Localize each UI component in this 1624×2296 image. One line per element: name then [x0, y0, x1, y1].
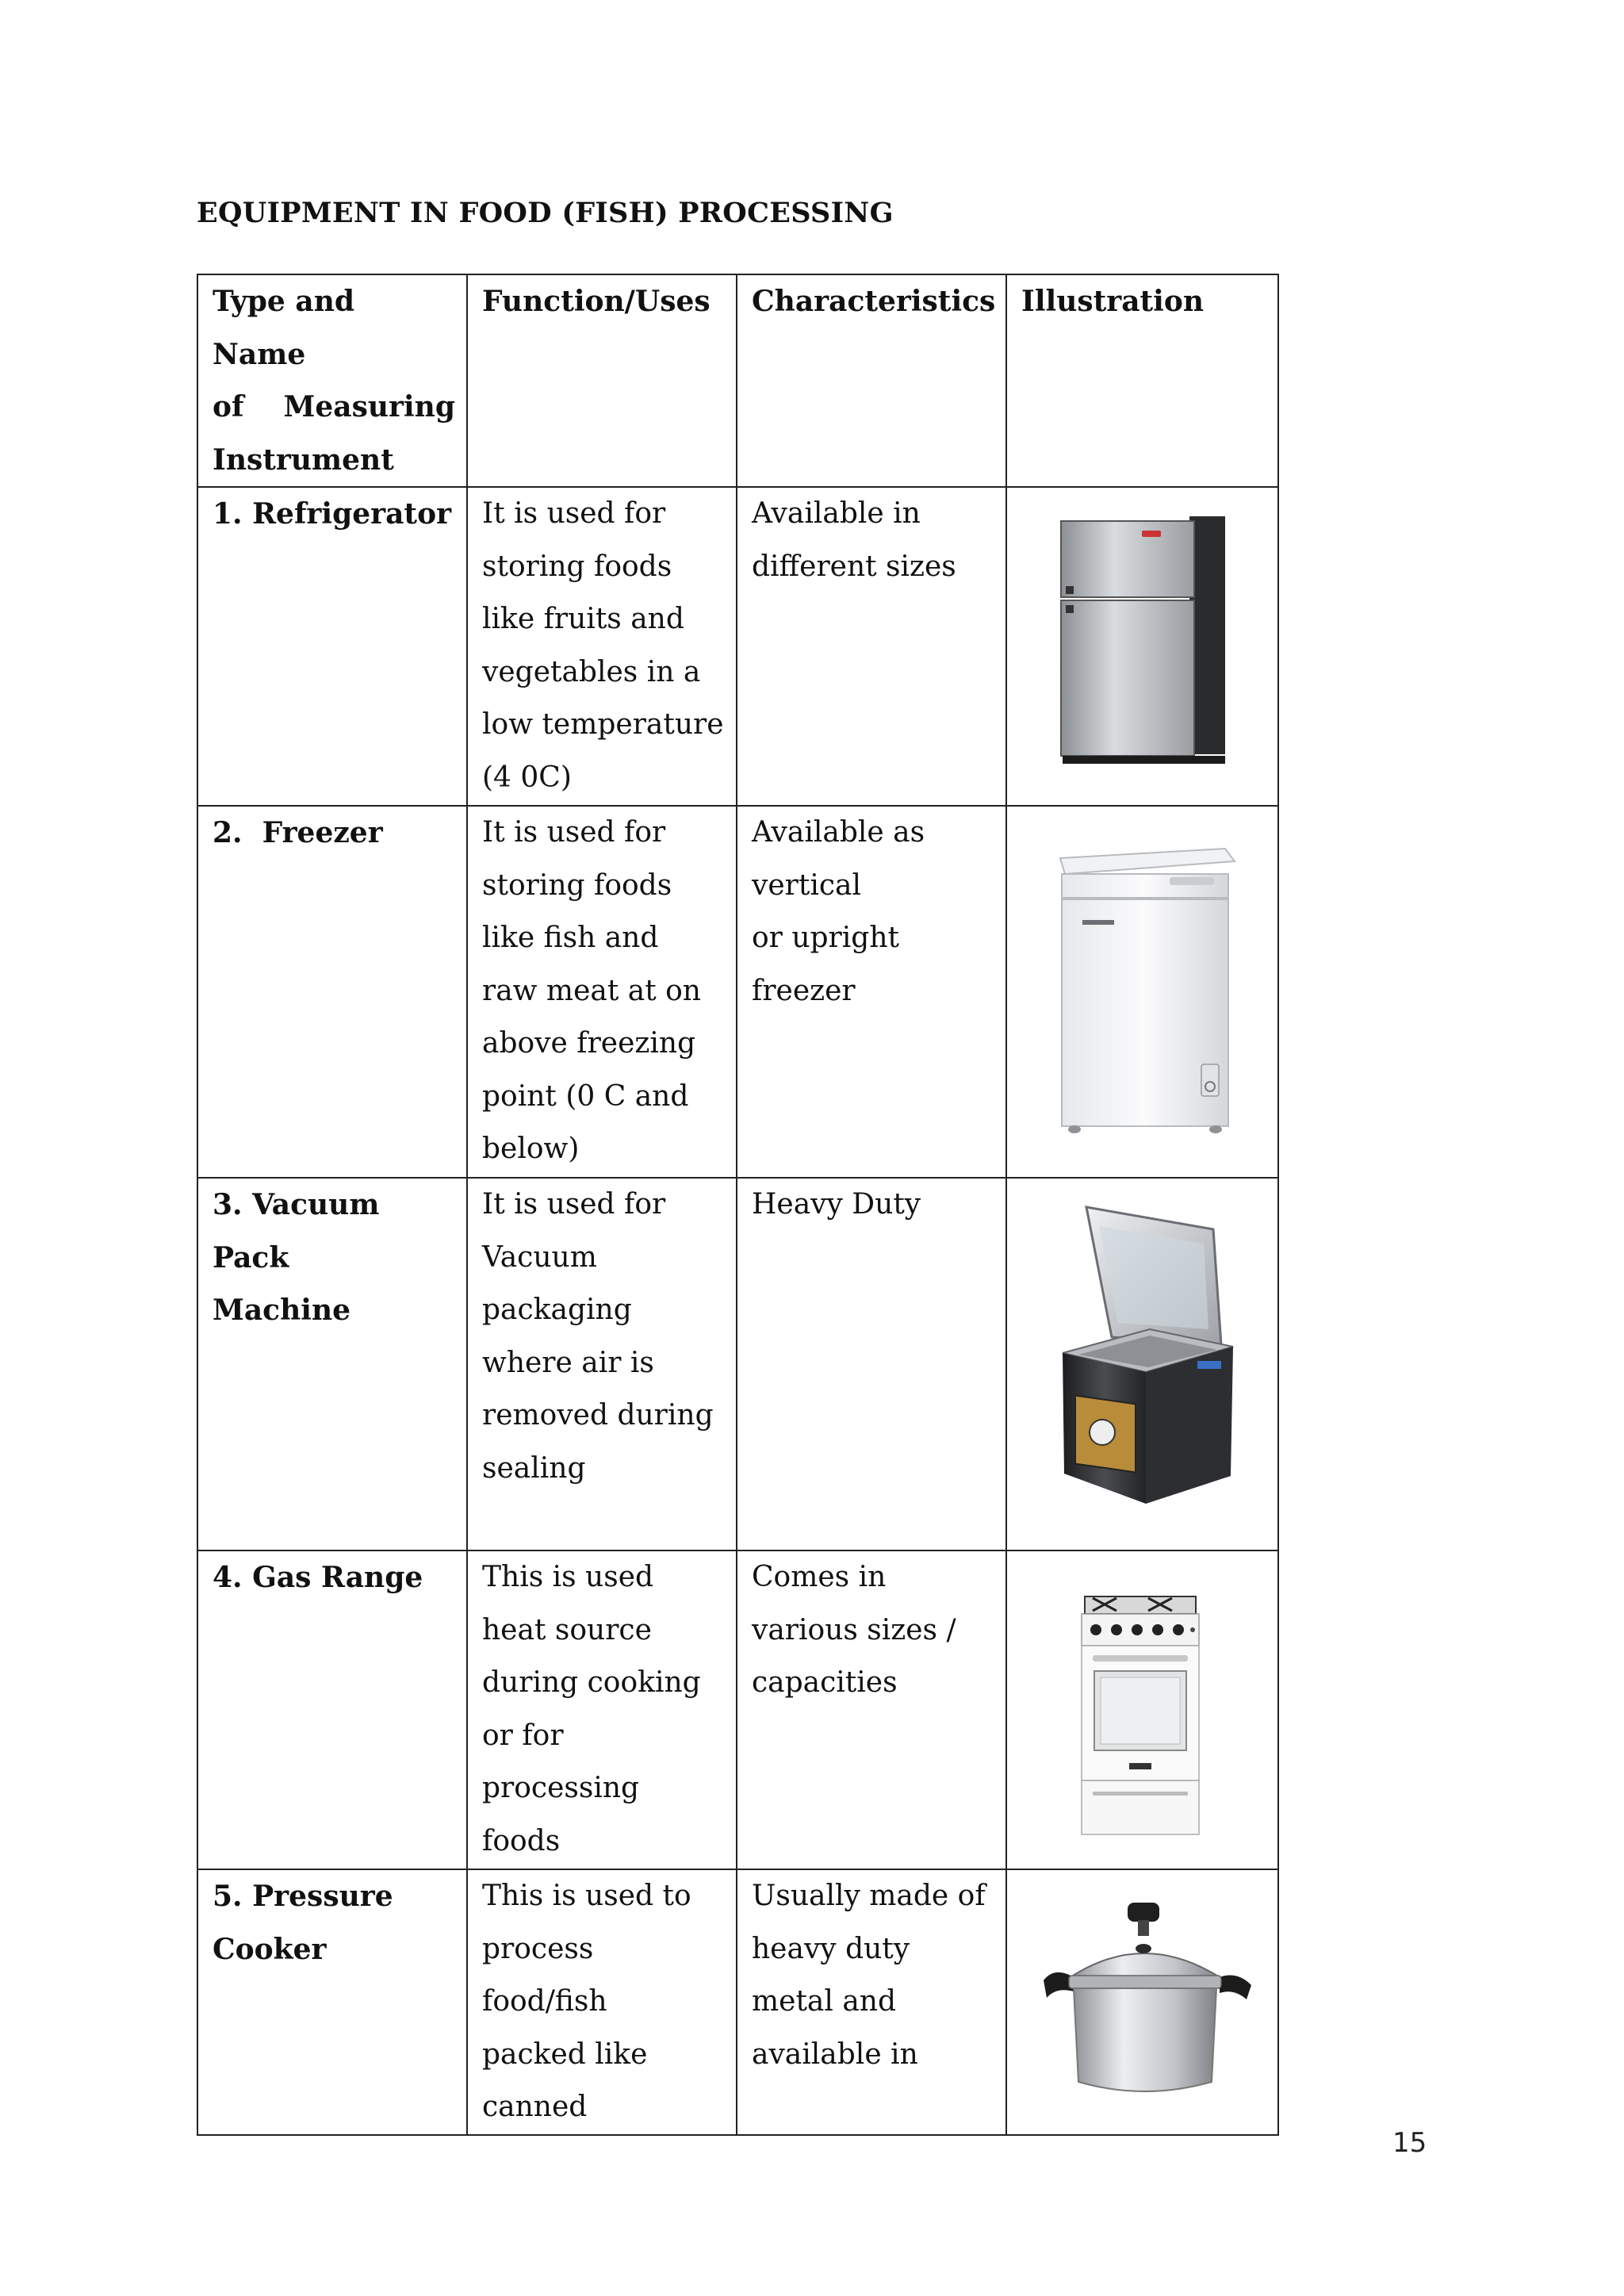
- text-line: where air is: [482, 1346, 654, 1379]
- text-line: sealing: [482, 1451, 586, 1485]
- text-line: like fish and: [482, 922, 659, 954]
- illustration-cell: [1006, 1178, 1278, 1550]
- chest-freezer-icon: [1051, 842, 1245, 1144]
- text-line: point (0 C and: [482, 1079, 689, 1113]
- name-line: 5. Pressure: [213, 1880, 393, 1913]
- name-line: 4. Gas Range: [213, 1561, 423, 1594]
- text-line: storing foods: [482, 868, 672, 902]
- text-line: available in: [752, 2037, 918, 2071]
- table-row: [197, 487, 1278, 806]
- text-line: food/fish: [482, 1985, 607, 2018]
- vacuum-pack-machine-icon: [1055, 1202, 1245, 1516]
- text-line: vegetables in a: [482, 655, 701, 688]
- text-line: Available in: [752, 497, 921, 530]
- equipment-name: [197, 487, 467, 806]
- header-function: Function/Uses: [467, 274, 737, 487]
- name-line: 3. Vacuum: [213, 1188, 380, 1221]
- equipment-name: [197, 1550, 467, 1869]
- equipment-function: [467, 806, 737, 1178]
- equipment-function: [467, 487, 737, 806]
- text-line: metal and: [752, 1985, 897, 2018]
- equipment-table: [197, 274, 1279, 2136]
- equipment-characteristics: [737, 1550, 1006, 1869]
- name-line: 1. Refrigerator: [213, 497, 452, 531]
- equipment-name: [197, 806, 467, 1178]
- equipment-name: [197, 1869, 467, 2135]
- text-line: Comes in: [752, 1561, 887, 1593]
- name-line: Cooker: [213, 1932, 327, 1966]
- text-line: It is used for: [482, 497, 666, 530]
- equipment-function: [467, 1550, 737, 1869]
- equipment-characteristics: [737, 1869, 1006, 2135]
- illustration-cell: [1006, 806, 1278, 1178]
- header-line: of Measuring: [213, 390, 455, 424]
- equipment-function: [467, 1869, 737, 2135]
- refrigerator-icon: [1055, 510, 1237, 767]
- table-row: [197, 1178, 1278, 1550]
- text-line: storing foods: [482, 550, 672, 583]
- text-line: vertical: [752, 868, 861, 902]
- text-line: below): [482, 1133, 580, 1165]
- equipment-name: [197, 1178, 467, 1550]
- text-line: (4 0C): [482, 761, 572, 794]
- page-number: 15: [1392, 2127, 1427, 2159]
- text-line: like fruits and: [482, 603, 684, 635]
- text-line: Available as: [752, 816, 925, 849]
- text-line: Heavy Duty: [752, 1188, 921, 1221]
- text-line: low temperature: [482, 708, 724, 741]
- name-line: 2. Freezer: [213, 816, 383, 849]
- name-line: Machine: [213, 1294, 351, 1327]
- text-line: removed during: [482, 1399, 714, 1432]
- text-line: This is used to: [482, 1880, 691, 1912]
- text-line: It is used for: [482, 816, 666, 849]
- header-illustration: Illustration: [1006, 274, 1278, 487]
- pressure-cooker-icon: [1039, 1898, 1257, 2104]
- gas-range-icon: [1077, 1595, 1204, 1837]
- equipment-characteristics: [737, 487, 1006, 806]
- text-line: canned: [482, 2091, 588, 2123]
- equipment-characteristics: [737, 1178, 1006, 1550]
- text-line: heat source: [482, 1613, 652, 1646]
- equipment-characteristics: [737, 806, 1006, 1178]
- text-line: This is used: [482, 1561, 654, 1593]
- table-row: [197, 806, 1278, 1178]
- table-header-row: [197, 274, 1278, 487]
- text-line: capacities: [752, 1666, 898, 1699]
- text-line: above freezing: [482, 1027, 696, 1060]
- text-line: raw meat at on: [482, 974, 701, 1007]
- text-line: processing: [482, 1772, 640, 1804]
- text-line: process: [482, 1932, 594, 1965]
- header-type-name: [197, 274, 467, 487]
- text-line: Vacuum: [482, 1240, 597, 1274]
- text-line: packaging: [482, 1294, 632, 1326]
- text-line: Usually made of: [752, 1880, 986, 1912]
- equipment-function: [467, 1178, 737, 1550]
- text-line: packed like: [482, 2037, 648, 2071]
- page-heading: EQUIPMENT IN FOOD (FISH) PROCESSING: [197, 197, 894, 229]
- header-line: Instrument: [213, 443, 394, 477]
- text-line: freezer: [752, 974, 856, 1007]
- table-row: [197, 1550, 1278, 1869]
- text-line: or upright: [752, 922, 899, 954]
- table-row: [197, 1869, 1278, 2135]
- illustration-cell: [1006, 1869, 1278, 2135]
- name-line: Pack: [213, 1240, 289, 1274]
- illustration-cell: [1006, 1550, 1278, 1869]
- text-line: heavy duty: [752, 1932, 910, 1965]
- text-line: during cooking: [482, 1666, 701, 1699]
- header-line: Type and Name: [213, 285, 355, 371]
- text-line: different sizes: [752, 550, 956, 583]
- text-line: various sizes /: [752, 1613, 956, 1646]
- text-line: It is used for: [482, 1188, 666, 1221]
- text-line: or for: [482, 1719, 564, 1752]
- text-line: foods: [482, 1824, 561, 1857]
- header-characteristics: Characteristics: [737, 274, 1006, 487]
- illustration-cell: [1006, 487, 1278, 806]
